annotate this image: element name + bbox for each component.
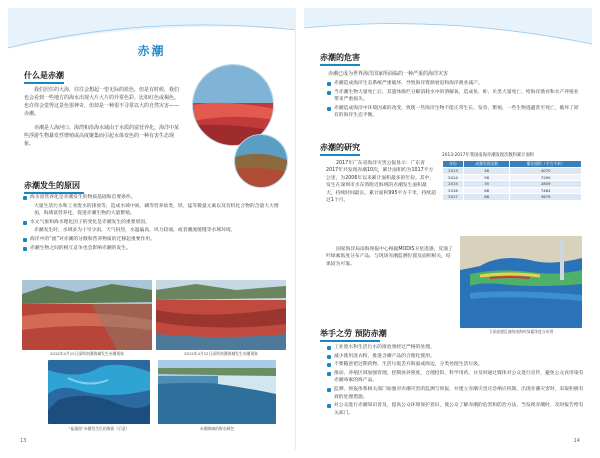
- harm-list: [326, 80, 580, 121]
- table-row: [443, 194, 582, 201]
- right-page: [304, 8, 592, 450]
- harm-item: 赤潮造成海洋中环境因素的改变，致使一些海洋生物不能正常生长、发育、繁殖，一些生物逃避甚至死亡，破坏了原有的海洋生态平衡。: [334, 105, 580, 120]
- cause-item: 海水富营养化是赤潮发生的物质基础和首要条件。: [30, 194, 284, 202]
- red-tide-table: [442, 160, 582, 201]
- bullet-icon: [327, 388, 331, 392]
- left-page: [8, 8, 296, 450]
- harm-item: 当赤潮生物大量死亡后，其遗体腐烂分解消耗水中的溶解氧，造成鱼、虾、贝类大量死亡，给海洋渔业和水产养殖业带来严重损失。: [334, 89, 580, 104]
- table-title: 2013-2017年我国南海赤潮发现次数和累计面积: [442, 153, 535, 158]
- photo-sea-surface: [48, 360, 150, 424]
- section-heading-harm: 赤潮的危害: [320, 52, 360, 63]
- prevention-list: [326, 344, 584, 418]
- cause-item: 大量生活污水和工业废水的排放等，造成水域中氮、磷等营养盐类，铁、锰等微量元素以及有机化合物的含量大大增加，海域富营养化，促进赤潮生物的大量繁殖。: [34, 203, 279, 217]
- page-number-left: 13: [20, 438, 27, 444]
- prevention-item: 对公众进行赤潮知识普及，提高公众环境保护意识，使公众了解赤潮的危害和防治方法，当发现赤潮时，及时报告给有关部门。: [334, 402, 584, 417]
- table-cell: 68: [464, 187, 510, 194]
- bullet-icon: [327, 363, 331, 367]
- harm-item: 赤潮造成海洋生态系统严重破坏，导致海洋资源衰退和海洋渔业减产。: [334, 80, 580, 88]
- cause-item: 水文气象和海水理化因子的变化是赤潮发生的重要原因。: [30, 219, 284, 227]
- what-paragraph-2: 赤潮是人海河口、海湾和沿海水域由于水质的富营养化，海洋中某些浮游生物暴发性增殖或高度聚集而引起水体变色的一种有害生态现象。: [24, 125, 180, 147]
- bullet-icon: [327, 107, 331, 111]
- red-tide-photo-circle-2: [234, 134, 288, 188]
- chlorophyll-map: [460, 236, 582, 328]
- bullet-icon: [327, 91, 331, 95]
- bullet-icon: [23, 238, 27, 242]
- table-header-cell: 赤潮发现次数: [464, 161, 510, 168]
- table-cell: 4070: [510, 168, 582, 175]
- table-cell: 7484: [510, 187, 582, 194]
- bullet-icon: [327, 404, 331, 408]
- photo-seawater-color: [158, 360, 276, 424]
- cause-item: 海洋中的“流”对赤潮的分散和营养物质的迁移起重要作用。: [30, 236, 284, 244]
- table-cell: 46: [464, 168, 510, 175]
- page-title: 赤潮: [137, 44, 166, 58]
- caption-photo-2: 2012年4月12日深圳南澳海域发生赤潮现象: [184, 351, 258, 356]
- page-number-right: 14: [573, 438, 580, 444]
- bullet-icon: [327, 346, 331, 350]
- prevention-item: 减少使用洗衣粉，推进含磷产品的合理化使用。: [334, 353, 584, 361]
- research-paragraph-2: 国家海洋局南海预报中心根据MODIS卫星遥感，反演了叶绿素浓度分布产品，与现场赤潮监测位置及面积相关，结果较为可靠。: [326, 247, 453, 267]
- table-cell: 56: [464, 174, 510, 181]
- bullet-icon: [23, 247, 27, 251]
- table-cell: 2013: [443, 168, 464, 175]
- what-paragraph: 我们居住的大海，往往会想起一望无际的蓝色，但是有时候，我们也会看到一些地方的海水出现大片大片的异常色彩，比如红色或褐色。也许你会觉得这景色很神奇，但却是一种很不寻常以大的自然灾害——赤潮。: [24, 87, 180, 117]
- prevention-item: 监测、预报体系相关部门加强对赤潮灾害的监测与预报，并建立赤潮灾害应急响应机制，出现赤潮灾害时，采取积极有效的处理措施。: [334, 386, 584, 401]
- table-cell: 2809: [510, 181, 582, 188]
- caption-photo-1: 2012年4月12日深圳南澳海域发生赤潮现象: [50, 351, 124, 356]
- cause-item: 赤潮生物之间的相互竞争也会影响赤潮的发生。: [30, 245, 284, 253]
- table-cell: 2015: [443, 181, 464, 188]
- harm-intro: 赤潮已成为世界海洋国家所面临的一种严重的海洋灾害: [328, 71, 449, 77]
- causes-list: [22, 194, 284, 253]
- prevention-item: 推动、养殖区域加强管理，控制放养密度，合理投饵、科学用药，并及时通过媒体对公众进行宣传，避免公众食用染有赤潮毒素的海产品。: [334, 370, 584, 385]
- table-cell: 3679: [510, 194, 582, 201]
- photo-nanao-1: [22, 280, 152, 350]
- bullet-icon: [327, 82, 331, 86]
- section-heading-what: 什么是赤潮: [24, 70, 64, 81]
- bullet-icon: [327, 355, 331, 359]
- section-heading-research: 赤潮的研究: [320, 142, 360, 153]
- bullet-icon: [23, 196, 27, 200]
- section-heading-causes: 赤潮发生的原因: [24, 180, 80, 191]
- caption-photo-4: 赤潮海域的海水颜色: [199, 426, 235, 431]
- prevention-item: 不要随意把过期药物、生活垃圾丢弃海面或海边，分类处理生活垃圾。: [334, 361, 584, 369]
- table-cell: 35: [464, 181, 510, 188]
- research-paragraph: 2017年广东省海洋灾害公报显示：广东省2017年共发现赤潮10次，累计面积约为1017平方公里，为2006年以来累计面积最多的年份。其中，发生在深圳市水东湾附近海域的赤潮发生面积最大，持续时间最长，累计面积995平方千米，持续超过1个月。: [326, 161, 436, 204]
- bullet-icon: [23, 221, 27, 225]
- table-cell: 2014: [443, 174, 464, 181]
- table-cell: 7290: [510, 174, 582, 181]
- table-header-row: [443, 161, 582, 168]
- table-cell: 68: [464, 194, 510, 201]
- caption-photo-3: “盐藻茵”赤潮发生后的海面（示意）: [68, 426, 130, 431]
- prevention-item: 工业废水和生活污水的排放须经过严格的处理。: [334, 344, 584, 352]
- cause-item: 赤潮发生时，水域多为干旱少雨，天气闷热，水温偏高，风力较弱，或者潮流缓慢等水域环境。: [34, 228, 236, 234]
- section-heading-prevention: 举手之劳 预防赤潮: [320, 328, 387, 339]
- photo-nanao-2: [156, 280, 286, 350]
- table-header-cell: 累计面积（平方千米）: [510, 161, 582, 168]
- map-caption: 卫星遥感反演的南海叶绿素浓度分布图: [488, 329, 554, 334]
- bullet-icon: [327, 372, 331, 376]
- table-cell: 2017: [443, 194, 464, 201]
- table-header-cell: 年份: [443, 161, 464, 168]
- table-cell: 2016: [443, 187, 464, 194]
